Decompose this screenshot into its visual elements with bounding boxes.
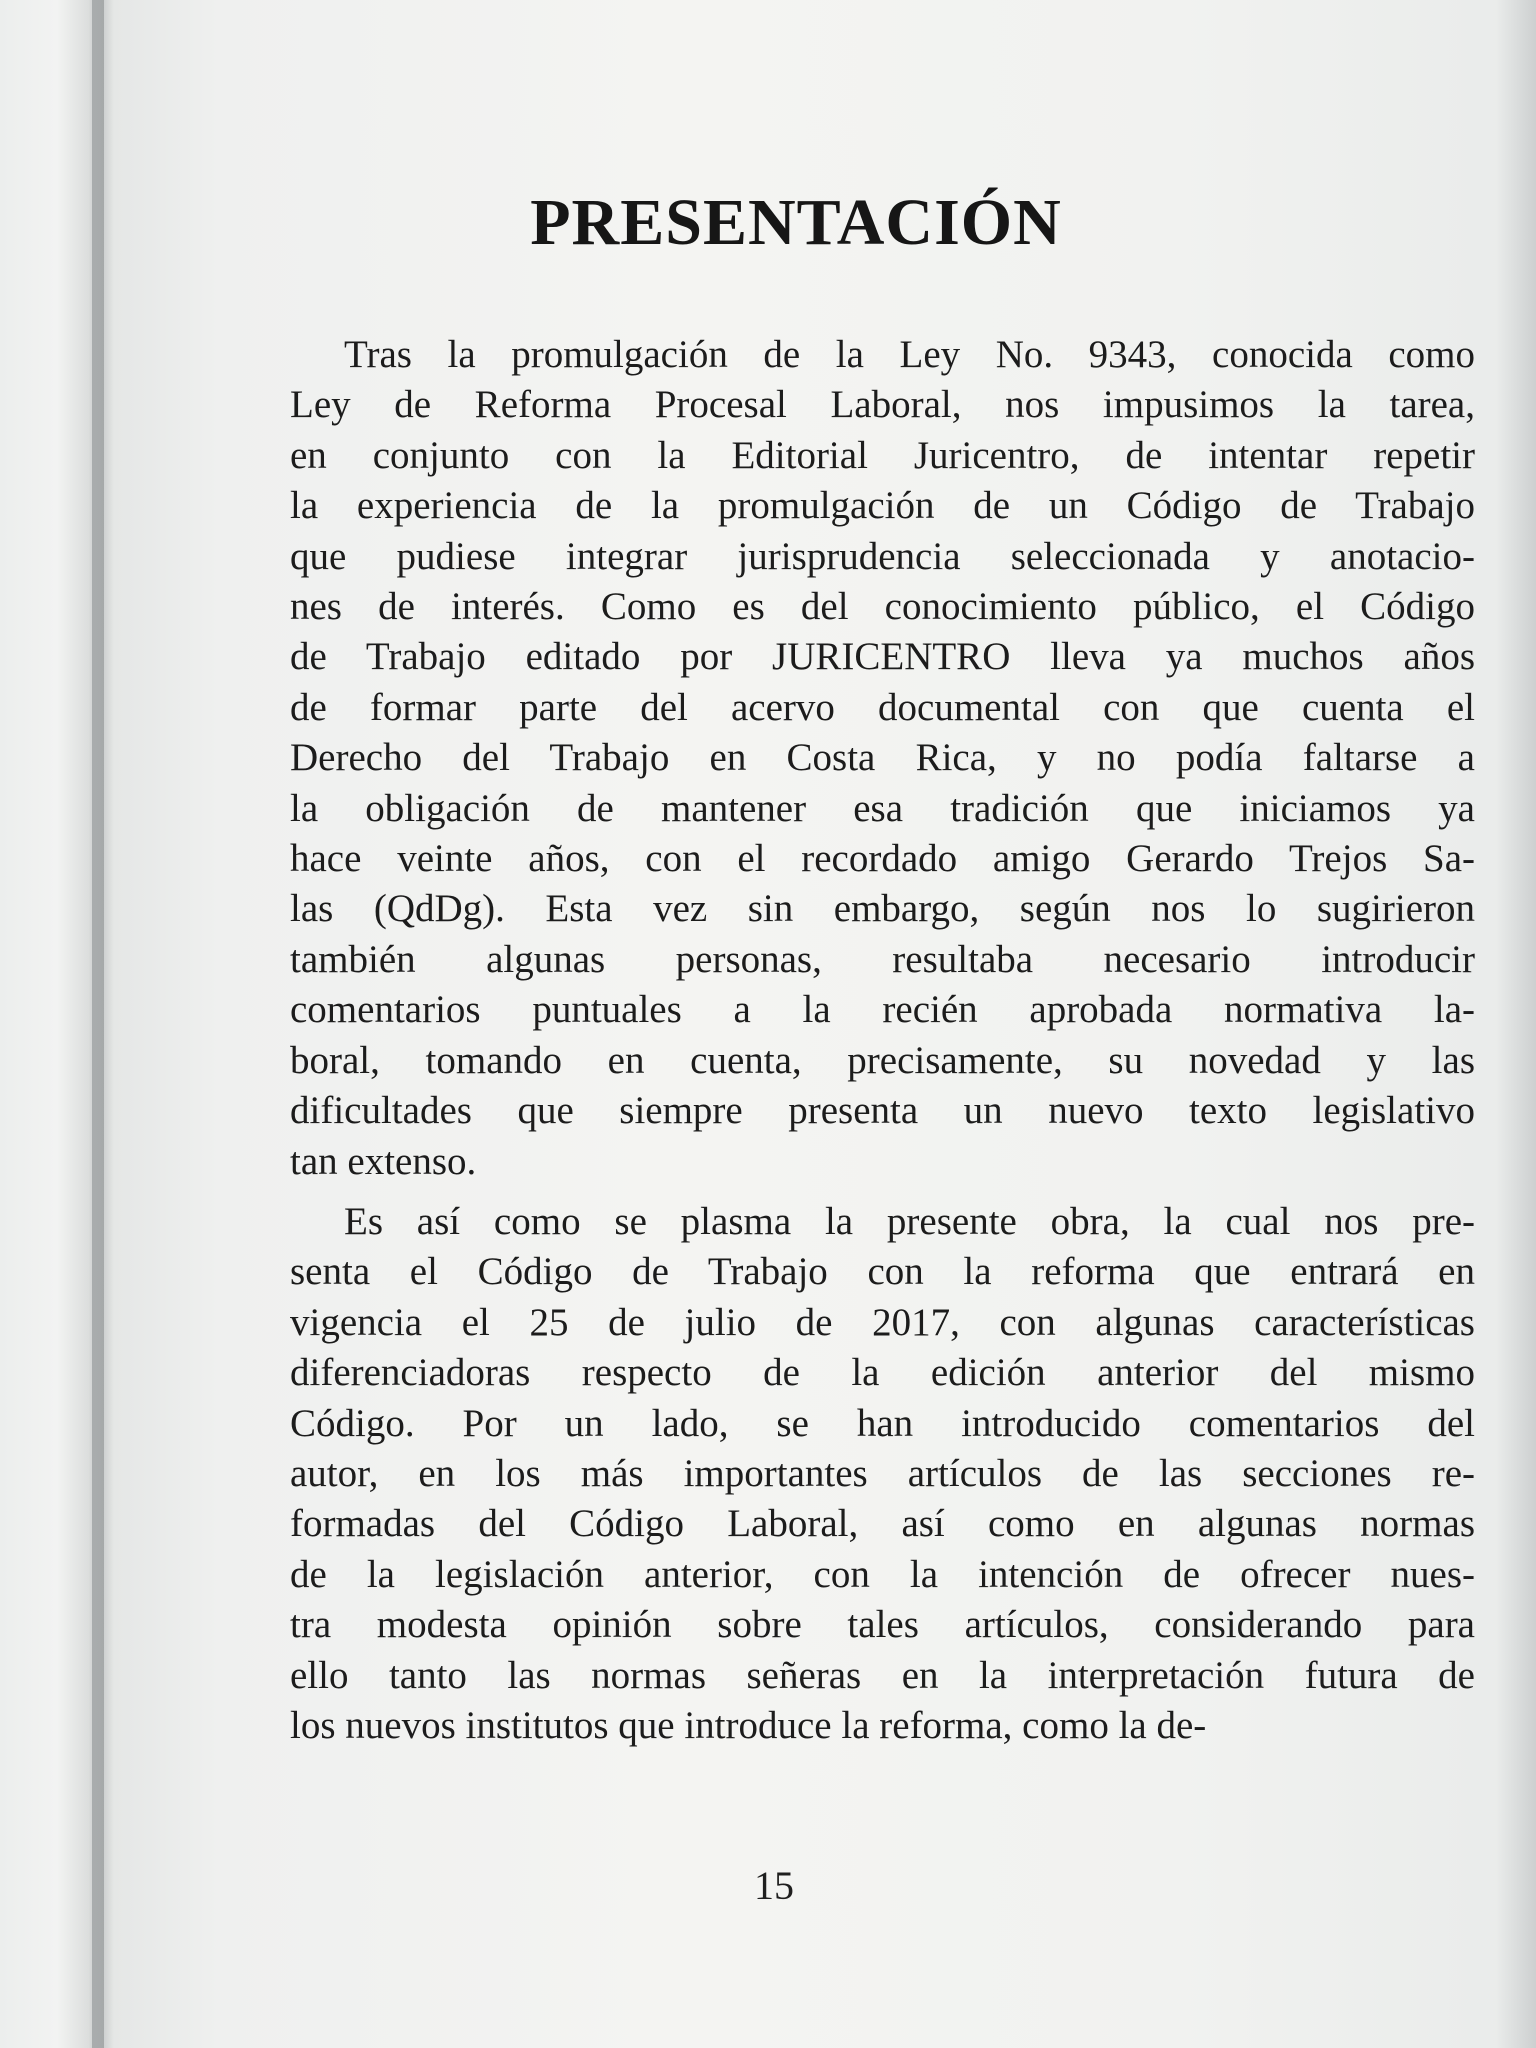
text-line: ello tanto las normas señeras en la interpretación futura de xyxy=(290,1653,1475,1697)
text-line: boral, tomando en cuenta, precisamente, su novedad y las xyxy=(290,1038,1475,1082)
paragraph xyxy=(290,330,1475,1187)
text-line: la obligación de mantener esa tradición que iniciamos ya xyxy=(290,786,1475,830)
text-line: que pudiese integrar jurisprudencia seleccionada y anotacio- xyxy=(290,534,1475,578)
text-line: en conjunto con la Editorial Juricentro, de intentar repetir xyxy=(290,433,1475,477)
text-line: comentarios puntuales a la recién aprobada normativa la- xyxy=(290,988,1475,1032)
book-gutter xyxy=(92,0,114,2048)
paragraph xyxy=(290,1197,1475,1751)
text-line: los nuevos institutos que introduce la reforma, como la de- xyxy=(290,1703,1207,1747)
text-line: vigencia el 25 de julio de 2017, con algunas características xyxy=(290,1300,1475,1344)
text-line: también algunas personas, resultaba necesario introducir xyxy=(290,937,1475,981)
text-line: tan extenso. xyxy=(290,1139,477,1183)
text-line: de la legislación anterior, con la intención de ofrecer nues- xyxy=(290,1552,1475,1596)
book-page xyxy=(104,0,1536,2048)
text-line: nes de interés. Como es del conocimiento público, el Código xyxy=(290,585,1475,629)
text-line: de Trabajo editado por JURICENTRO lleva ya muchos años xyxy=(290,635,1475,679)
text-line: de formar parte del acervo documental con que cuenta el xyxy=(290,685,1475,729)
text-line: la experiencia de la promulgación de un Código de Trabajo xyxy=(290,484,1475,528)
text-line: senta el Código de Trabajo con la reforma que entrará en xyxy=(290,1250,1475,1294)
body-text xyxy=(290,330,1475,1751)
text-line: hace veinte años, con el recordado amigo Gerardo Trejos Sa- xyxy=(290,837,1475,881)
text-line: Es así como se plasma la presente obra, la cual nos pre- xyxy=(344,1199,1475,1243)
text-line: autor, en los más importantes artículos de las secciones re- xyxy=(290,1451,1475,1495)
text-line: dificultades que siempre presenta un nuevo texto legislativo xyxy=(290,1089,1475,1133)
left-page-edge xyxy=(0,0,104,2048)
page-shadow xyxy=(1496,0,1536,2048)
text-line: formadas del Código Laboral, así como en algunas normas xyxy=(290,1502,1475,1546)
text-line: Ley de Reforma Procesal Laboral, nos impusimos la tarea, xyxy=(290,383,1475,427)
text-line: tra modesta opinión sobre tales artículos, considerando para xyxy=(290,1603,1475,1647)
text-line: Tras la promulgación de la Ley No. 9343, conocida como xyxy=(344,333,1475,376)
text-line: Código. Por un lado, se han introducido comentarios del xyxy=(290,1401,1475,1445)
text-line: las (QdDg). Esta vez sin embargo, según nos lo sugirieron xyxy=(290,887,1475,931)
page-number: 15 xyxy=(754,1863,794,1908)
page-heading: PRESENTACIÓN xyxy=(530,186,1062,259)
text-line: diferenciadoras respecto de la edición anterior del mismo xyxy=(290,1351,1475,1395)
text-line: Derecho del Trabajo en Costa Rica, y no podía faltarse a xyxy=(290,736,1475,780)
